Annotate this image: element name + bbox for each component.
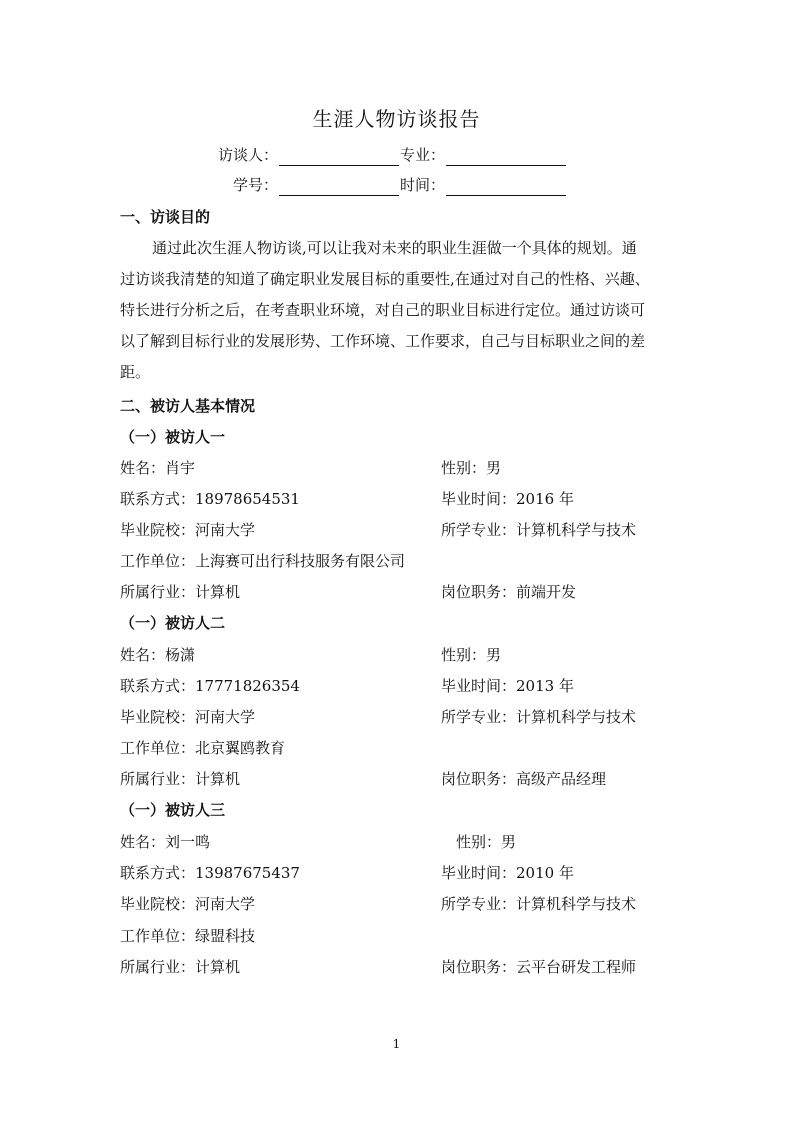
paragraph-line: 通过此次生涯人物访谈,可以让我对未来的职业生涯做一个具体的规划。通 [152,239,637,257]
person-contact: 联系方式：17771826354 [120,677,300,695]
person-industry: 所属行业：计算机 [120,958,241,976]
person-major: 所学专业：计算机科学与技术 [441,521,637,539]
person-school: 毕业院校：河南大学 [120,521,256,539]
person-gender: 性别：男 [441,646,502,664]
person-position: 岗位职务：前端开发 [441,583,577,601]
interviewer-label: 访谈人： [218,146,279,164]
section-heading-interviewees: 二、被访人基本情况 [120,397,256,415]
person-school: 毕业院校：河南大学 [120,895,256,913]
person-industry: 所属行业：计算机 [120,583,241,601]
person-major: 所学专业：计算机科学与技术 [441,895,637,913]
person-contact: 联系方式：18978654531 [120,490,300,508]
page-number: 1 [392,1037,401,1051]
person-name: 姓名：杨潇 [120,646,196,664]
person-grad-time: 毕业时间：2010 年 [441,864,574,882]
meta-row-student-id [233,174,567,196]
student-id-label: 学号： [233,176,279,194]
person-position: 岗位职务：云平台研发工程师 [441,958,637,976]
person-gender: 性别：男 [441,459,502,477]
person-school: 毕业院校：河南大学 [120,708,256,726]
person-major: 所学专业：计算机科学与技术 [441,708,637,726]
page-title: 生涯人物访谈报告 [312,107,481,131]
person-heading: （一）被访人三 [120,801,226,819]
paragraph-line: 过访谈我清楚的知道了确定职业发展目标的重要性,在通过对自己的性格、兴趣、 [120,270,650,288]
time-blank [446,177,566,196]
interviewer-blank [279,147,399,166]
person-industry: 所属行业：计算机 [120,770,241,788]
person-name: 姓名：肖宇 [120,459,196,477]
person-grad-time: 毕业时间：2016 年 [441,490,574,508]
person-name: 姓名：刘一鸣 [120,833,211,851]
person-gender: 性别：男 [456,833,517,851]
purpose-paragraph [120,233,676,388]
person-position: 岗位职务：高级产品经理 [441,770,607,788]
person-employer: 工作单位：上海赛可出行科技服务有限公司 [120,552,406,570]
paragraph-line: 以了解到目标行业的发展形势、工作环境、工作要求，自己与目标职业之间的差 [120,332,646,350]
major-label: 专业： [400,146,446,164]
meta-row-interviewer [218,144,567,166]
person-heading: （一）被访人一 [120,428,226,446]
student-id-blank [279,177,399,196]
major-blank [446,147,566,166]
person-employer: 工作单位：北京翼鸥教育 [120,739,286,757]
paragraph-line: 特长进行分析之后，在考查职业环境，对自己的职业目标进行定位。通过访谈可 [120,301,646,319]
person-employer: 工作单位：绿盟科技 [120,927,256,945]
person-grad-time: 毕业时间：2013 年 [441,677,574,695]
paragraph-line: 距。 [120,363,151,381]
person-heading: （一）被访人二 [120,614,226,632]
time-label: 时间： [400,176,446,194]
section-heading-purpose: 一、访谈目的 [120,208,211,226]
person-contact: 联系方式：13987675437 [120,864,300,882]
